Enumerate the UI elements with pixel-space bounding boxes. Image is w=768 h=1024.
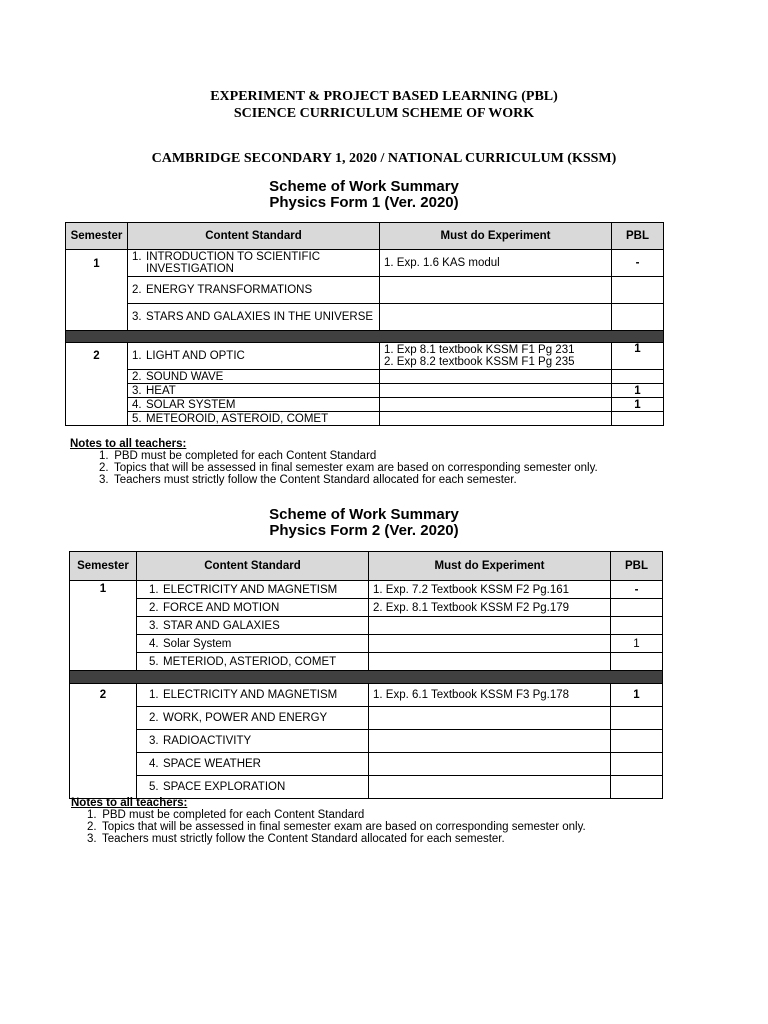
item-number: 3.	[132, 311, 142, 323]
pbl-cell	[611, 653, 663, 671]
content-standard-text: LIGHT AND OPTIC	[146, 350, 245, 362]
note-item	[70, 474, 598, 486]
note-text: Topics that will be assessed in final semester exam are based on corresponding semester only.	[102, 821, 586, 833]
pbl-cell: 1	[612, 384, 664, 398]
content-standard-cell	[137, 635, 369, 653]
table-row	[66, 304, 664, 331]
note-number: 1.	[99, 450, 109, 462]
table-header-row	[70, 552, 663, 581]
pbl-cell	[612, 370, 664, 384]
table-row	[70, 581, 663, 599]
content-standard-cell	[137, 653, 369, 671]
form1-summary-title: Scheme of Work Summary	[269, 178, 459, 195]
experiment-cell: 1. Exp. 1.6 KAS modul	[380, 250, 612, 277]
title-line-1: EXPERIMENT & PROJECT BASED LEARNING (PBL)	[210, 89, 558, 104]
item-number: 2.	[132, 284, 142, 296]
table-row	[66, 370, 664, 384]
experiment-cell: 2. Exp. 8.1 Textbook KSSM F2 Pg.179	[369, 599, 611, 617]
content-standard-text: RADIOACTIVITY	[163, 735, 252, 747]
table-row	[70, 684, 663, 707]
col-header-pbl: PBL	[612, 223, 664, 250]
pbl-cell	[611, 753, 663, 776]
table-row	[70, 753, 663, 776]
form1-summary-subtitle: Physics Form 1 (Ver. 2020)	[269, 193, 459, 211]
experiment-cell	[380, 277, 612, 304]
table-header-row	[66, 223, 664, 250]
content-standard-cell	[137, 730, 369, 753]
note-text: Teachers must strictly follow the Content Standard allocated for each semester.	[114, 474, 517, 486]
content-standard-text: WORK, POWER AND ENERGY	[163, 712, 328, 724]
item-number: 2.	[149, 712, 159, 724]
item-number: 4.	[149, 758, 159, 770]
title-line-2: SCIENCE CURRICULUM SCHEME OF WORK	[233, 106, 535, 121]
experiment-cell	[369, 776, 611, 799]
note-item	[70, 450, 598, 462]
item-number: 3.	[149, 619, 159, 632]
content-standard-cell	[128, 277, 380, 304]
pbl-cell	[611, 599, 663, 617]
experiment-cell	[380, 304, 612, 331]
experiment-cell	[380, 384, 612, 398]
experiment-cell	[369, 653, 611, 671]
item-number: 4.	[132, 398, 142, 411]
note-number: 1.	[87, 809, 97, 821]
note-text: Topics that will be assessed in final semester exam are based on corresponding semester only.	[114, 462, 598, 474]
content-standard-text: SPACE WEATHER	[163, 758, 261, 770]
item-number: 1.	[132, 251, 142, 263]
content-standard-text: ELECTRICITY AND MAGNETISM	[163, 583, 338, 596]
semester-divider	[70, 671, 663, 684]
form2-summary-title: Scheme of Work Summary	[269, 506, 459, 523]
form1-summary-heading	[0, 179, 728, 210]
experiment-cell	[369, 617, 611, 635]
semester-cell: 1	[70, 581, 137, 671]
item-number: 3.	[149, 735, 159, 747]
document-title	[0, 88, 768, 122]
col-header-pbl: PBL	[611, 552, 663, 581]
content-standard-cell	[128, 343, 380, 370]
table-row	[70, 617, 663, 635]
content-standard-text: SPACE EXPLORATION	[163, 781, 286, 793]
table-row	[70, 730, 663, 753]
content-standard-text: FORCE AND MOTION	[163, 601, 280, 614]
content-standard-text: STAR AND GALAXIES	[163, 619, 280, 632]
pbl-cell: 1	[612, 343, 664, 370]
content-standard-cell	[128, 304, 380, 331]
content-standard-text: HEAT	[146, 384, 176, 397]
content-standard-text: METEOROID, ASTEROID, COMET	[146, 412, 329, 425]
note-text: PBD must be completed for each Content Standard	[102, 809, 365, 821]
experiment-cell: 1. Exp. 7.2 Textbook KSSM F2 Pg.161	[369, 581, 611, 599]
experiment-cell	[380, 370, 612, 384]
col-header-semester: Semester	[70, 552, 137, 581]
item-number: 4.	[149, 637, 159, 650]
pbl-cell: -	[611, 581, 663, 599]
pbl-cell	[612, 412, 664, 426]
content-standard-cell	[128, 412, 380, 426]
curriculum-subtitle: CAMBRIDGE SECONDARY 1, 2020 / NATIONAL CURRICULUM (KSSM)	[151, 151, 617, 166]
col-header-must-do-experiment: Must do Experiment	[369, 552, 611, 581]
note-text: PBD must be completed for each Content Standard	[114, 450, 377, 462]
col-header-semester: Semester	[66, 223, 128, 250]
table-row	[70, 776, 663, 799]
content-standard-cell	[137, 617, 369, 635]
content-standard-text: Solar System	[163, 637, 232, 650]
note-number: 3.	[87, 833, 97, 845]
notes-title: Notes to all teachers:	[71, 797, 188, 809]
item-number: 2.	[132, 370, 142, 383]
note-number: 2.	[99, 462, 109, 474]
content-standard-text: ELECTRICITY AND MAGNETISM	[163, 689, 338, 701]
content-standard-text: SOUND WAVE	[146, 370, 224, 383]
semester-divider	[66, 331, 664, 343]
note-number: 2.	[87, 821, 97, 833]
experiment-cell	[380, 412, 612, 426]
pbl-cell	[612, 277, 664, 304]
table-row	[70, 599, 663, 617]
table-row	[70, 635, 663, 653]
col-header-content-standard: Content Standard	[137, 552, 369, 581]
item-number: 5.	[132, 412, 142, 425]
content-standard-cell	[128, 384, 380, 398]
form1-scheme-table	[65, 222, 664, 426]
note-number: 3.	[99, 474, 109, 486]
form2-summary-subtitle: Physics Form 2 (Ver. 2020)	[269, 521, 459, 539]
form2-scheme-table	[69, 551, 663, 799]
item-number: 5.	[149, 655, 159, 668]
item-number: 5.	[149, 781, 159, 793]
experiment-cell: 1. Exp. 6.1 Textbook KSSM F3 Pg.178	[369, 684, 611, 707]
experiment-cell	[380, 398, 612, 412]
experiment-cell	[369, 753, 611, 776]
experiment-cell	[380, 343, 612, 370]
content-standard-cell	[137, 599, 369, 617]
experiment-cell	[369, 730, 611, 753]
semester-cell: 1	[66, 250, 128, 331]
content-standard-text: SOLAR SYSTEM	[146, 398, 236, 411]
col-header-content-standard: Content Standard	[128, 223, 380, 250]
semester-cell: 2	[66, 343, 128, 426]
table-row	[66, 384, 664, 398]
content-standard-cell	[128, 250, 380, 277]
content-standard-cell	[128, 370, 380, 384]
form2-summary-heading	[0, 507, 728, 538]
pbl-cell: 1	[612, 398, 664, 412]
form1-notes	[70, 438, 598, 486]
experiment-line-2: 2. Exp 8.2 textbook KSSM F1 Pg 235	[384, 356, 575, 368]
note-text: Teachers must strictly follow the Content Standard allocated for each semester.	[102, 833, 505, 845]
experiment-line-1: 1. Exp 8.1 textbook KSSM F1 Pg 231	[384, 344, 575, 356]
form2-notes	[71, 797, 586, 845]
pbl-cell: -	[612, 250, 664, 277]
table-row	[66, 412, 664, 426]
pbl-cell	[611, 776, 663, 799]
content-standard-cell	[137, 684, 369, 707]
content-standard-cell	[137, 707, 369, 730]
note-item	[70, 462, 598, 474]
note-item	[71, 821, 586, 833]
pbl-cell: 1	[611, 684, 663, 707]
table-row	[66, 277, 664, 304]
col-header-must-do-experiment: Must do Experiment	[380, 223, 612, 250]
experiment-cell	[369, 707, 611, 730]
table-row	[66, 398, 664, 412]
table-row	[66, 250, 664, 277]
note-item	[71, 833, 586, 845]
notes-title: Notes to all teachers:	[70, 438, 187, 450]
experiment-cell	[369, 635, 611, 653]
pbl-cell	[611, 707, 663, 730]
content-standard-text: ENERGY TRANSFORMATIONS	[146, 284, 313, 296]
table-row	[66, 343, 664, 370]
pbl-cell	[611, 730, 663, 753]
pbl-cell: 1	[611, 635, 663, 653]
table-row	[70, 653, 663, 671]
item-number: 1.	[149, 689, 159, 701]
content-standard-cell	[128, 398, 380, 412]
content-standard-text: STARS AND GALAXIES IN THE UNIVERSE	[146, 311, 374, 323]
note-item	[71, 809, 586, 821]
table-row	[70, 707, 663, 730]
item-number: 1.	[132, 350, 142, 362]
content-standard-cell	[137, 753, 369, 776]
content-standard-text: INTRODUCTION TO SCIENTIFIC	[146, 251, 320, 263]
item-number: 1.	[149, 583, 159, 596]
content-standard-text: METERIOD, ASTERIOD, COMET	[163, 655, 337, 668]
item-number: 3.	[132, 384, 142, 397]
content-standard-cell	[137, 581, 369, 599]
pbl-cell	[612, 304, 664, 331]
item-number: 2.	[149, 601, 159, 614]
content-standard-text-cont: INVESTIGATION	[146, 263, 234, 275]
content-standard-cell	[137, 776, 369, 799]
pbl-cell	[611, 617, 663, 635]
semester-cell: 2	[70, 684, 137, 799]
